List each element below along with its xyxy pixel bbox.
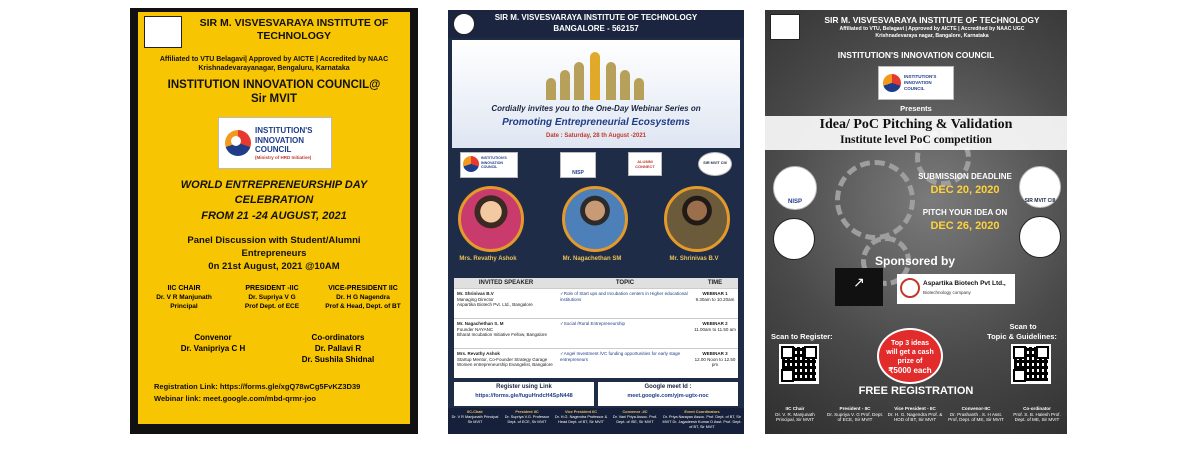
footer-title: IIC Chair xyxy=(785,406,805,411)
poster1-background xyxy=(138,12,410,424)
competition-subtitle: Institute level PoC competition xyxy=(840,134,992,146)
council-title: INSTITUTION INNOVATION COUNCIL@ xyxy=(167,79,381,91)
speaker-name-2: Mr. Nagachethan SM xyxy=(562,256,622,262)
table-row xyxy=(454,348,738,379)
speaker-photo-nagachethan xyxy=(562,186,628,252)
coordinators-title: Co-ordinators xyxy=(311,333,365,342)
institute-name: SIR M. VISVESVARAYA INSTITUTE OF TECHNOLOGY xyxy=(824,15,1040,25)
footer-title: Convenor-IIC xyxy=(961,406,991,411)
row-role: Founder NAYANC xyxy=(457,326,494,332)
role-title: PRESIDENT -IIC xyxy=(245,285,299,292)
poster2-footer xyxy=(448,408,744,434)
footer-member xyxy=(502,410,552,425)
event-title-line2: CELEBRATION xyxy=(234,194,314,206)
footer-lines: Dr. H.G. Nagendra Professor & Head Dept. of BT, Sir MVIT xyxy=(554,415,608,424)
iic-logo-line2: INNOVATION xyxy=(255,135,305,145)
poster-webinar-series xyxy=(448,10,744,434)
coordinator-2: Dr. Sushila Shidnal xyxy=(301,355,375,364)
aspartika-logo-icon xyxy=(900,278,920,298)
sponsored-by: Sponsored by xyxy=(874,254,955,268)
footer-lines: Dr. Vani Priya Assoc. Prof. Dept. of ISE, Sir MVIT xyxy=(612,415,658,424)
prize-badge xyxy=(877,328,943,384)
table-header-time: TIME xyxy=(692,278,738,288)
scan-topic-label-1: Scan to xyxy=(1009,322,1037,331)
footer-title: Vice President IIC xyxy=(564,410,597,414)
iic-logo-text: INSTITUTION'S INNOVATION COUNCIL xyxy=(904,74,937,91)
institute-seal-icon xyxy=(770,14,800,40)
role-desc: Prof Dept. of ECE xyxy=(244,303,300,310)
row-org: Bharat Incubation Initiative Fellow, Bangalore xyxy=(457,332,548,337)
speaker-name-3: Mr. Shrinivas B.V xyxy=(669,256,719,262)
registration-link[interactable]: Registration Link: https://forms.gle/xgQ78wCg5FvKZ3D39 xyxy=(154,382,361,391)
ciii-logo: SIR MVIT CIII xyxy=(1019,166,1061,208)
poster-poc-competition xyxy=(765,10,1067,434)
submission-label: SUBMISSION DEADLINE xyxy=(918,172,1012,181)
institute-name: SIR M. VISVESVARAYA INSTITUTE OF TECHNOLOGY xyxy=(494,13,698,22)
nisp-logo: NISP xyxy=(560,152,596,178)
table-header-topic: TOPIC xyxy=(558,278,692,288)
meet-link[interactable]: meet.google.com/yjm-ugtx-noc xyxy=(627,393,709,399)
row-org: Women entrepreneurship Evangelist, Bangalore xyxy=(457,362,553,367)
footer-member xyxy=(887,406,943,423)
partner-logos xyxy=(460,150,732,180)
webinar-date: Date : Saturday, 28 th August -2021 xyxy=(545,133,647,139)
footer-member xyxy=(662,410,742,430)
poster3-footer xyxy=(765,404,1067,434)
row-speaker: Mrs. Revathy Ashok xyxy=(457,351,500,356)
footer-member xyxy=(827,406,883,423)
iic-logo-icon xyxy=(883,74,901,92)
poster-world-entrepreneurship-day xyxy=(130,8,418,434)
event-dates: FROM 21 -24 AUGUST, 2021 xyxy=(201,210,347,222)
footer-title: Co-ordinator xyxy=(1023,406,1051,411)
footer-title: Vice President - IIC xyxy=(894,406,936,411)
pitch-label: PITCH YOUR IDEA ON xyxy=(922,208,1008,217)
convenor-title: Convenor xyxy=(194,333,232,342)
footer-title: IIC-Chair xyxy=(467,410,483,414)
council-title: INSTITUTION'S INNOVATION COUNCIL xyxy=(837,50,995,60)
role-desc: Prof & Head, Dept. of BT xyxy=(325,303,401,310)
ciii-logo: SIR MVIT CIII xyxy=(698,152,732,176)
footer-lines: Dr. Prashanth . S. H Asst. Prof, Dept. of ME, Sir MVIT xyxy=(948,411,1004,423)
coordinators-block xyxy=(278,332,398,365)
footer-lines: Prof. S. B. Halesh Prof. Dept. of ME, Sir MVIT xyxy=(1013,411,1061,423)
footer-title: President IIC xyxy=(515,410,539,414)
footer-member xyxy=(610,410,660,425)
row-time: 11.00am to 11.50 am xyxy=(694,326,736,332)
prize-line1: Top 3 ideas xyxy=(891,340,929,347)
role-desc: Principal xyxy=(170,303,198,310)
prize-line4: ₹5000 each xyxy=(888,366,932,375)
institute-seal-icon xyxy=(773,218,815,260)
event-title-line1: WORLD ENTREPRENEURSHIP DAY xyxy=(180,179,368,191)
footer-member xyxy=(450,410,500,425)
sponsor-name: Aspartika Biotech Pvt Ltd., xyxy=(923,280,1006,287)
iic-logo-icon xyxy=(463,156,479,172)
row-time: 12.00 Noon to 12.50 pm xyxy=(694,356,736,367)
row-time: 9.30am to 10.20am xyxy=(695,296,735,302)
footer-member xyxy=(947,406,1005,423)
row-speaker: Mr. Shrinivas B.V xyxy=(457,291,494,296)
prize-line3: prize of xyxy=(897,358,923,365)
sponsor-logo-2 xyxy=(897,274,1015,304)
table-header-speaker: INVITED SPEAKER xyxy=(454,278,558,288)
coordinator-1: Dr. Pallavi R xyxy=(314,344,362,353)
row-webinar: WEBINAR 3 xyxy=(702,351,728,356)
speaker-schedule-table xyxy=(454,278,738,378)
convenor-name: Dr. Vanipriya C H xyxy=(180,344,246,353)
table-row xyxy=(454,318,738,349)
iic-logo-line3: COUNCIL xyxy=(255,145,292,154)
register-label: Register using Link xyxy=(496,384,552,390)
webinar-title: Promoting Entrepreneurial Ecosystems xyxy=(502,117,690,128)
row-org: Aspartika Biotech Pvt. Ltd., Bangalore xyxy=(457,302,533,307)
row-speaker: Mr. Nagachethan S. M xyxy=(457,321,504,326)
footer-lines: Dr. V. R. Manjunath Principal, Sir MVIT xyxy=(775,411,815,423)
panel-title-line2: Entrepreneurs xyxy=(241,248,307,259)
address-text: Krishnadevaraya nagar, Bangalore, Karnataka xyxy=(875,33,989,39)
alumni-logo: ALUMNI CONNECT xyxy=(628,152,662,176)
people-illustration-icon xyxy=(546,50,646,100)
council-subtitle: Sir MVIT xyxy=(250,93,297,105)
competition-title: Idea/ PoC Pitching & Validation xyxy=(819,117,1013,132)
register-link[interactable]: https://forms.gle/fuguHndcH4SpN448 xyxy=(475,393,573,399)
sponsor-desc: Biotechnology company xyxy=(923,290,971,295)
footer-title: Event Coordinators xyxy=(684,410,720,414)
footer-lines: Dr. Supriya V.G. Professor Dept. of ECE, Sir MVIT xyxy=(504,415,550,424)
register-box xyxy=(454,382,594,406)
submission-date: DEC 20, 2020 xyxy=(930,184,1000,196)
footer-title: President - IIC xyxy=(839,406,871,411)
meet-label: Google meet Id : xyxy=(644,384,692,390)
footer-title: Convenor -IIC xyxy=(622,410,648,414)
table-row xyxy=(454,288,738,319)
institute-city: BANGALORE - 562157 xyxy=(553,24,639,33)
footer-lines: Dr. Supriya V. G Prof. Dept. of ECE, Sir MVIT xyxy=(827,411,883,423)
institute-seal-icon xyxy=(453,13,475,35)
speaker-photo-shrinivas xyxy=(664,186,730,252)
presents-text: Presents xyxy=(900,104,932,113)
role-name: Dr. H G Nagendra xyxy=(336,294,390,301)
footer-member xyxy=(767,406,823,423)
footer-member xyxy=(554,410,608,425)
iic-logo-icon xyxy=(225,130,251,156)
register-qr-code[interactable] xyxy=(779,344,819,384)
sponsor-mark-icon: ↗ xyxy=(853,274,865,290)
role-iic-chair xyxy=(140,284,228,311)
panel-date: 0n 21st August, 2021 @10AM xyxy=(208,261,340,272)
role-vice-president xyxy=(316,284,410,311)
guidelines-qr-code[interactable] xyxy=(1011,344,1051,384)
webinar-banner xyxy=(452,40,740,148)
iic-logo xyxy=(460,152,518,178)
row-role: Managing Director xyxy=(457,296,494,302)
sponsor-logo-1 xyxy=(835,268,883,306)
meet-box xyxy=(598,382,738,406)
convenor-block xyxy=(158,332,268,354)
row-topic: ✓Angel Investment /VC funding opportunities for early stage entrepreneurs xyxy=(560,351,681,362)
iic-logo xyxy=(878,66,954,100)
role-title: VICE-PRESIDENT IIC xyxy=(328,285,398,292)
invite-text: Cordially invites you to the One-Day Webinar Series on xyxy=(491,104,701,113)
iic-logo xyxy=(218,117,332,169)
footer-member xyxy=(1009,406,1065,423)
institute-seal-icon xyxy=(144,16,182,48)
row-webinar: WEBINAR 2 xyxy=(702,321,728,326)
iic-logo-sub: (Ministry of HRD Initiative) xyxy=(255,154,312,160)
speaker-name-1: Mrs. Revathy Ashok xyxy=(459,256,517,262)
scan-register-label: Scan to Register: xyxy=(771,332,833,341)
scan-topic-label-2: Topic & Guidelines: xyxy=(987,332,1057,341)
footer-lines: Dr. H. G. Nagendra Prof. & HOD of BT, Sir MVIT xyxy=(887,411,943,423)
address-text: Krishnadevarayanagar, Bengaluru, Karnataka xyxy=(198,65,350,72)
institute-name: SIR M. VISVESVARAYA INSTITUTE OF TECHNOLOGY xyxy=(199,17,389,42)
row-topic: ✓Role of Start ups and Incubation centers in Higher educational institutions xyxy=(560,291,688,302)
row-topic: ✓Social /Rural Entrepreneurship xyxy=(560,321,626,326)
footer-lines: Dr. Priya Narayan Assoc. Prof. Dept. of BT, Sir MVIT Dr. Jagadeesh Kumar D Asst. Prof. Dept. of BT, Sir MVIT xyxy=(662,415,742,429)
role-title: IIC CHAIR xyxy=(167,285,201,292)
affiliation-text: Affiliated to VTU, Belagavi | Approved by AICTE | Accredited by NAAC UGC xyxy=(839,26,1025,32)
panel-title-line1: Panel Discussion with Student/Alumni xyxy=(187,235,361,246)
row-role: Startup Mentor, Co-Founder Strategy Garage xyxy=(457,356,548,362)
role-name: Dr. Supriya V G xyxy=(248,294,296,301)
iic-logo-text: INSTITUTION'S INNOVATION COUNCIL xyxy=(481,156,507,169)
affiliation-text: Affiliated to VTU Belagavi| Approved by AICTE | Accredited by NAAC xyxy=(159,56,389,63)
title-banner xyxy=(765,116,1067,150)
row-webinar: WEBINAR 1 xyxy=(702,291,728,296)
nisp-logo: NISP xyxy=(773,166,817,210)
speaker-photo-revathy xyxy=(458,186,524,252)
role-president xyxy=(228,284,316,311)
role-name: Dr. V R Manjunath xyxy=(156,294,212,301)
iic-logo-line1: INSTITUTION'S xyxy=(255,126,313,135)
footer-lines: Dr. V R Manjunath Principal Sir MVIT xyxy=(451,415,499,424)
prize-line2: will get a cash xyxy=(886,349,934,356)
poster2-header xyxy=(448,10,744,38)
webinar-link[interactable]: Webinar link: meet.google.com/mbd-qrmr-joo xyxy=(154,394,316,403)
pitch-date: DEC 26, 2020 xyxy=(930,220,1000,232)
free-registration: FREE REGISTRATION xyxy=(858,385,974,397)
